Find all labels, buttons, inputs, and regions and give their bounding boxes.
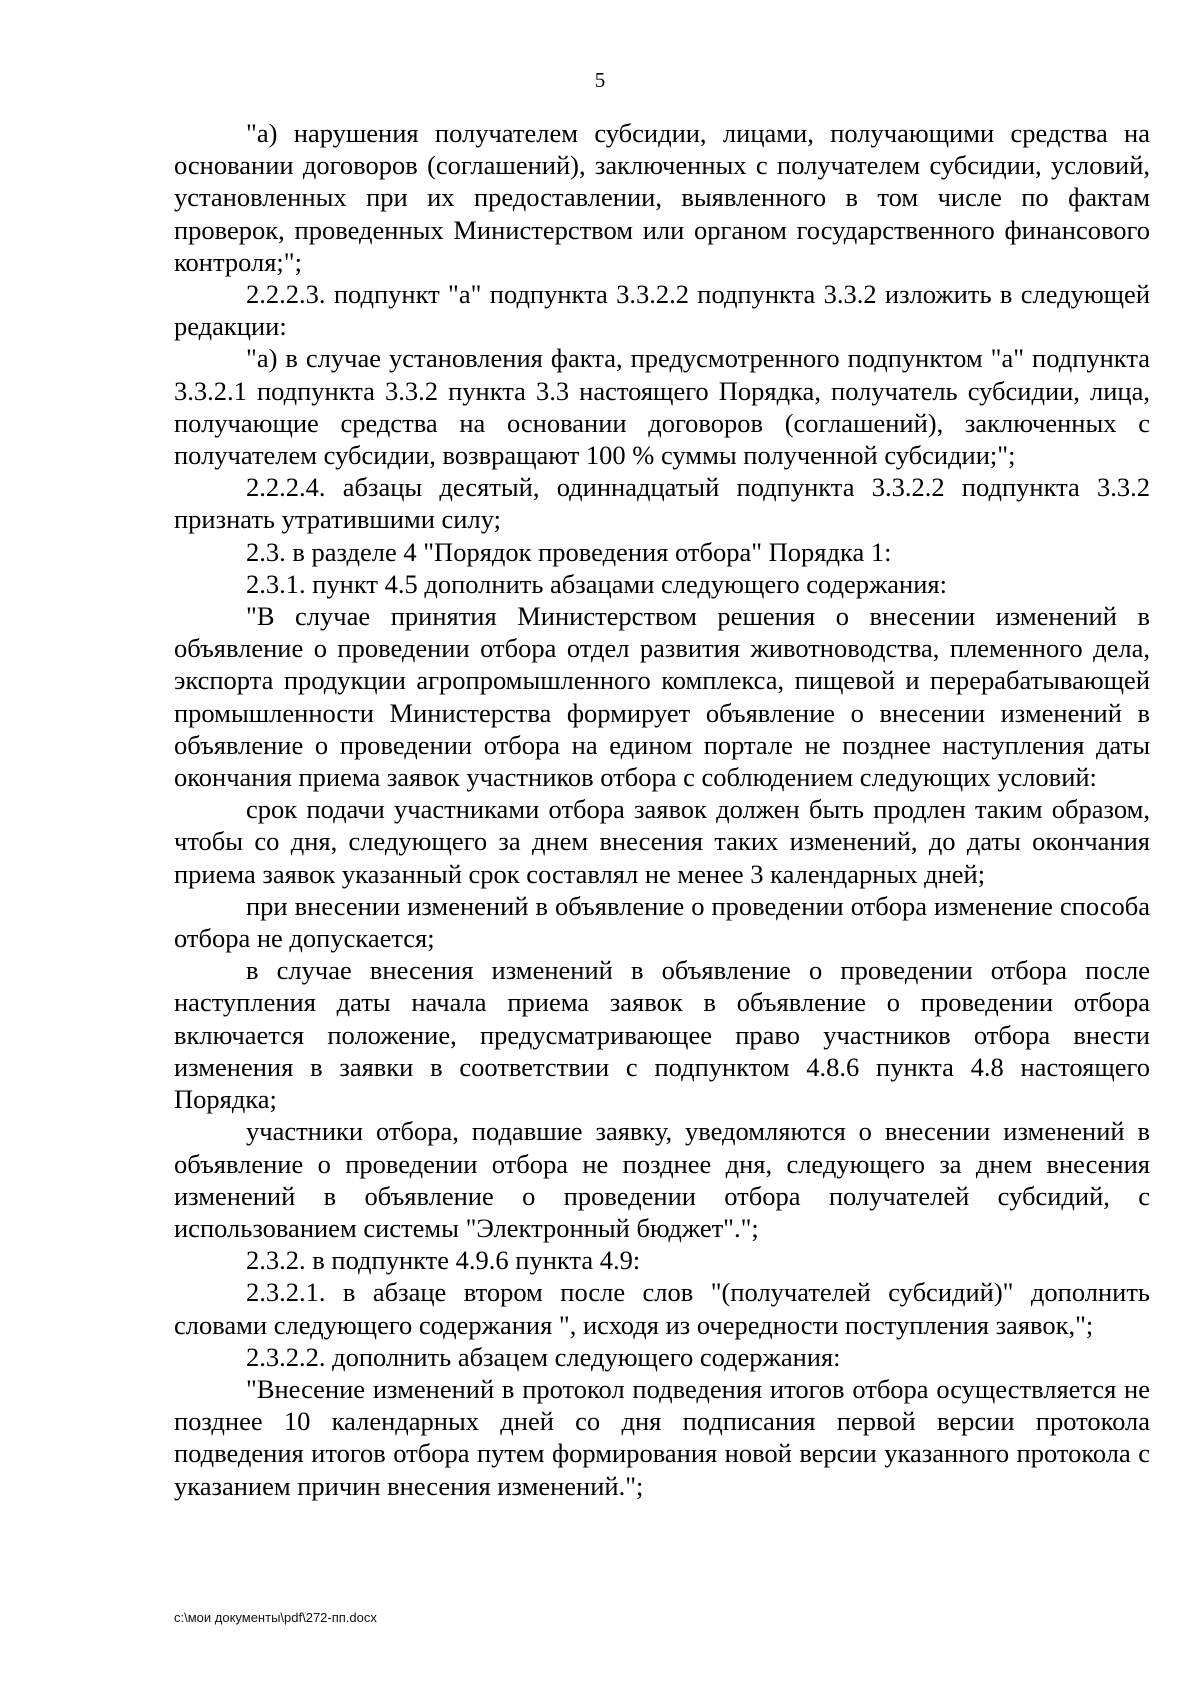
- paragraph: 2.2.2.3. подпункт "а" подпункта 3.3.2.2 подпункта 3.3.2 изложить в следующей редакции:: [174, 279, 1150, 342]
- paragraph: "а) в случае установления факта, предусмотренного подпунктом "а" подпункта 3.3.2.1 подпункта 3.3.2 пункта 3.3 настоящего Порядка, получатель субсидии, лица, получающие средства на основании договоров (соглашений), заключенных с получателем субсидии, возвращают 100 % суммы полученной субсидии;";: [174, 343, 1150, 471]
- document-body: [174, 117, 1150, 1502]
- paragraph: срок подачи участниками отбора заявок должен быть продлен таким образом, чтобы со дня, следующего за днем внесения таких изменений, до даты окончания приема заявок указанный срок составлял не менее 3 календарных дней;: [174, 794, 1150, 889]
- paragraph: 2.3.1. пункт 4.5 дополнить абзацами следующего содержания:: [246, 568, 947, 599]
- paragraph: "а) нарушения получателем субсидии, лицами, получающими средства на основании договоров (соглашений), заключенных с получателем субсидии, условий, установленных при их предоставлении, выявленного в том числе по фактам проверок, проведенных Министерством или органом государственного финансового контроля;";: [174, 118, 1150, 277]
- page-number: 5: [594, 68, 606, 92]
- paragraph: 2.3.2.1. в абзаце втором после слов "(получателей субсидий)" дополнить словами следующего содержания ", исходя из очередности поступления заявок,";: [174, 1277, 1150, 1340]
- footer-file-path: c:\мои документы\pdf\272-пп.docx: [174, 1610, 377, 1625]
- paragraph: в случае внесения изменений в объявление о проведении отбора после наступления даты начала приема заявок в объявление о проведении отбора включается положение, предусматривающее право участников отбора внести изменения в заявки в соответствии с подпунктом 4.8.6 пункта 4.8 настоящего Порядка;: [174, 955, 1150, 1115]
- paragraph: 2.3.2.2. дополнить абзацем следующего содержания:: [246, 1341, 841, 1372]
- paragraph: 2.2.2.4. абзацы десятый, одиннадцатый подпункта 3.3.2.2 подпункта 3.3.2 признать утратившими силу;: [174, 472, 1150, 535]
- paragraph: 2.3.2. в подпункте 4.9.6 пункта 4.9:: [246, 1245, 641, 1276]
- paragraph: 2.3. в разделе 4 "Порядок проведения отбора" Порядка 1:: [246, 536, 892, 567]
- paragraph: "В случае принятия Министерством решения о внесении изменений в объявление о проведении отбора отдел развития животноводства, племенного дела, экспорта продукции агропромышленного комплекса, пищевой и перерабатывающей промышленности Министерства формирует объявление о внесении изменений в объявление о проведении отбора на едином портале не позднее наступления даты окончания приема заявок участников отбора с соблюдением следующих условий:: [174, 601, 1150, 793]
- paragraph: "Внесение изменений в протокол подведения итогов отбора осуществляется не позднее 10 календарных дней со дня подписания первой версии протокола подведения итогов отбора путем формирования новой версии указанного протокола с указанием причин внесения изменений.";: [174, 1373, 1150, 1501]
- paragraph: при внесении изменений в объявление о проведении отбора изменение способа отбора не допускается;: [174, 890, 1150, 954]
- paragraph: участники отбора, подавшие заявку, уведомляются о внесении изменений в объявление о проведении отбора не позднее дня, следующего за днем внесения изменений в объявление о проведении отбора получателей субсидий, с использованием системы "Электронный бюджет".";: [174, 1116, 1150, 1243]
